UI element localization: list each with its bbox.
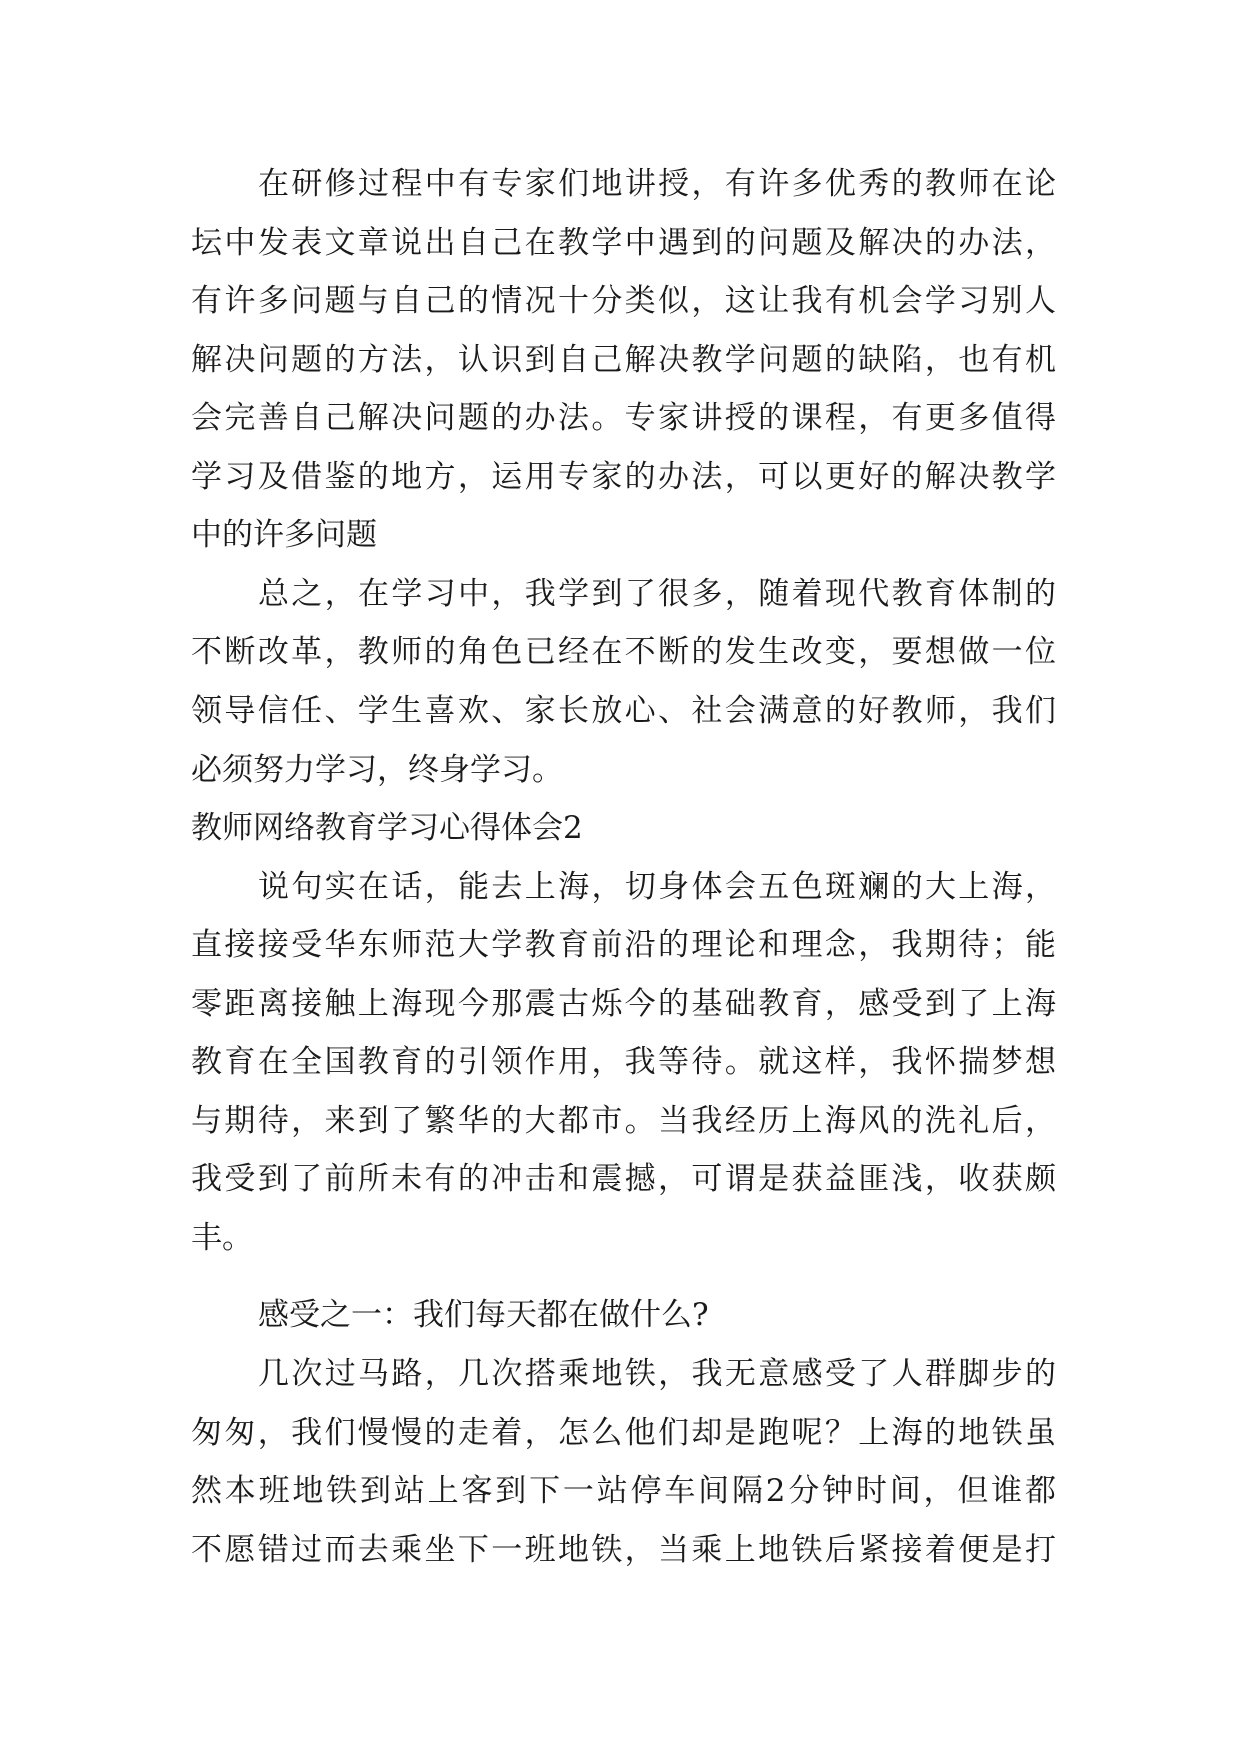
paragraph-line: 坛中发表文章说出自己在教学中遇到的问题及解决的办法， [191, 225, 1056, 261]
paragraph-line: 说句实在话，能去上海，切身体会五色斑斓的大上海， [258, 869, 1056, 905]
paragraph-line: 丰。 [191, 1220, 253, 1256]
paragraph-line: 然本班地铁到站上客到下一站停车间隔2分钟时间，但谁都 [191, 1473, 1056, 1509]
paragraph-line: 感受之一：我们每天都在做什么? [258, 1297, 709, 1333]
paragraph-line: 有许多问题与自己的情况十分类似，这让我有机会学习别人 [191, 283, 1056, 319]
paragraph-line: 不断改革，教师的角色已经在不断的发生改变，要想做一位 [191, 634, 1056, 670]
paragraph-line: 匆匆，我们慢慢的走着，怎么他们却是跑呢？上海的地铁虽 [191, 1415, 1056, 1451]
paragraph-line: 学习及借鉴的地方，运用专家的办法，可以更好的解决教学 [191, 459, 1056, 495]
paragraph-line: 必须努力学习，终身学习。 [191, 752, 563, 788]
paragraph-line: 不愿错过而去乘坐下一班地铁，当乘上地铁后紧接着便是打 [191, 1532, 1056, 1568]
paragraph-line: 直接接受华东师范大学教育前沿的理论和理念，我期待；能 [191, 927, 1056, 963]
paragraph-line: 领导信任、学生喜欢、家长放心、社会满意的好教师，我们 [191, 693, 1056, 729]
paragraph-line: 总之，在学习中，我学到了很多，随着现代教育体制的 [258, 576, 1056, 612]
paragraph-line: 解决问题的方法，认识到自己解决教学问题的缺陷，也有机 [191, 342, 1056, 378]
paragraph-line: 教育在全国教育的引领作用，我等待。就这样，我怀揣梦想 [191, 1044, 1056, 1080]
paragraph-line: 在研修过程中有专家们地讲授，有许多优秀的教师在论 [258, 166, 1056, 202]
paragraph-line: 我受到了前所未有的冲击和震撼，可谓是获益匪浅，收获颇 [191, 1161, 1056, 1197]
paragraph-line: 会完善自己解决问题的办法。专家讲授的课程，有更多值得 [191, 400, 1056, 436]
paragraph-line: 中的许多问题 [191, 517, 377, 553]
paragraph-line: 零距离接触上海现今那震古烁今的基础教育，感受到了上海 [191, 986, 1056, 1022]
paragraph-line: 几次过马路，几次搭乘地铁，我无意感受了人群脚步的 [258, 1356, 1056, 1392]
paragraph-line: 与期待，来到了繁华的大都市。当我经历上海风的洗礼后， [191, 1103, 1056, 1139]
section-heading: 教师网络教育学习心得体会2 [191, 810, 583, 846]
